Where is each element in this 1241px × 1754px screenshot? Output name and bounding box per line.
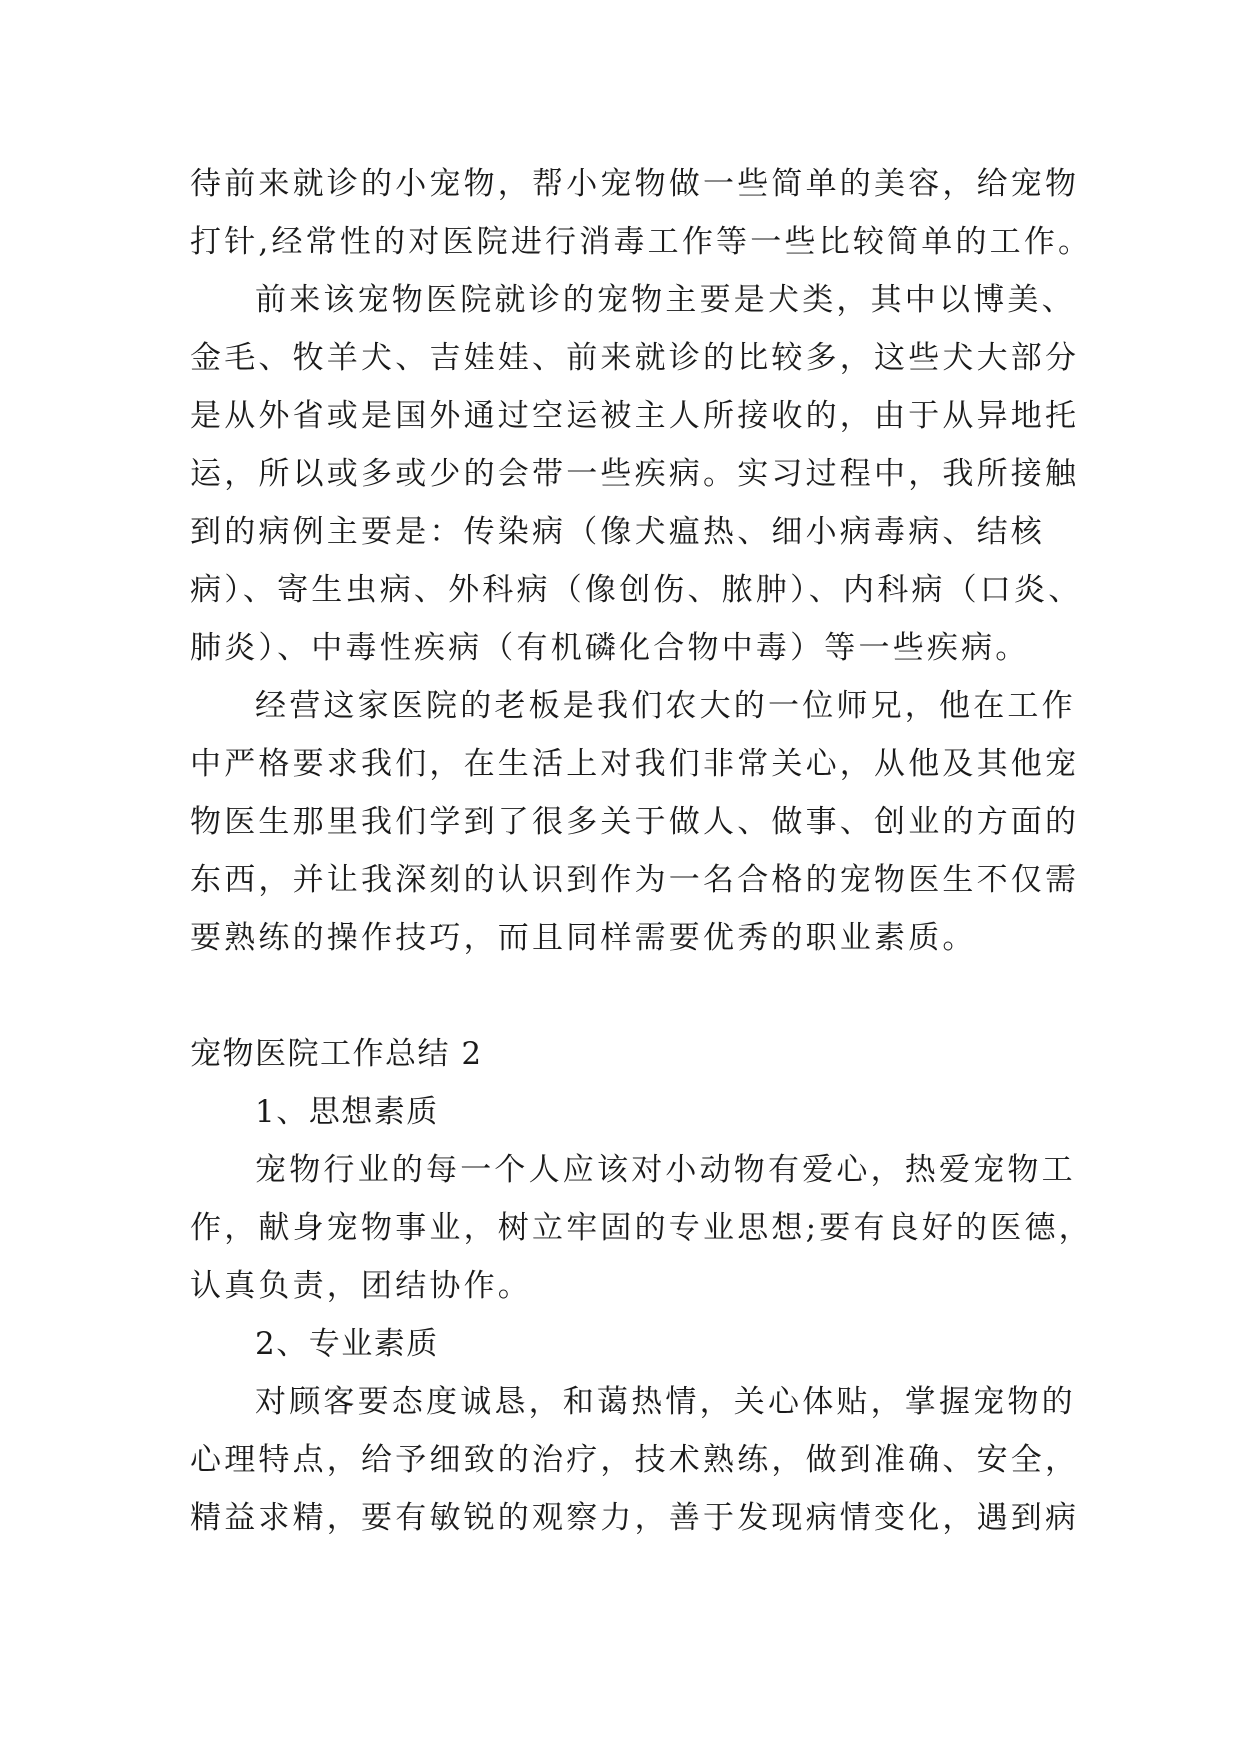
paragraph-line: 对顾客要态度诚恳，和蔼热情，关心体贴，掌握宠物的 [255,1384,1076,1420]
paragraph-line: 精益求精，要有敏锐的观察力，善于发现病情变化，遇到病 [190,1500,1080,1536]
paragraph-line: 心理特点，给予细致的治疗，技术熟练，做到准确、安全， [190,1442,1080,1478]
paragraph-line: 认真负责，团结协作。 [190,1268,532,1304]
paragraph-line: 肺炎）、中毒性疾病（有机磷化合物中毒）等一些疾病。 [190,630,1030,666]
paragraph-line: 运，所以或多或少的会带一些疾病。实习过程中，我所接触 [190,456,1080,492]
section-title: 宠物医院工作总结 2 [190,1036,483,1072]
paragraph-line: 待前来就诊的小宠物，帮小宠物做一些简单的美容，给宠物 [190,166,1080,202]
item-heading: 2、专业素质 [255,1326,439,1362]
paragraph-line: 是从外省或是国外通过空运被主人所接收的，由于从异地托 [190,398,1080,434]
paragraph-line: 病）、寄生虫病、外科病（像创伤、脓肿）、内科病（口炎、 [190,572,1083,608]
paragraph-line: 打针,经常性的对医院进行消毒工作等一些比较简单的工作。 [190,224,1093,260]
paragraph-line: 到的病例主要是：传染病（像犬瘟热、细小病毒病、结核 [190,514,1045,550]
paragraph-line: 要熟练的操作技巧，而且同样需要优秀的职业素质。 [190,920,977,956]
paragraph-line: 金毛、牧羊犬、吉娃娃、前来就诊的比较多，这些犬大部分 [190,340,1080,376]
item-heading: 1、思想素质 [255,1094,439,1130]
paragraph-line: 作，献身宠物事业，树立牢固的专业思想;要有良好的医德， [190,1210,1093,1246]
paragraph-line: 宠物行业的每一个人应该对小动物有爱心，热爱宠物工 [255,1152,1076,1188]
paragraph-line: 东西，并让我深刻的认识到作为一名合格的宠物医生不仅需 [190,862,1080,898]
paragraph-line: 物医生那里我们学到了很多关于做人、做事、创业的方面的 [190,804,1080,840]
paragraph-line: 前来该宠物医院就诊的宠物主要是犬类，其中以博美、 [255,282,1076,318]
paragraph-line: 经营这家医院的老板是我们农大的一位师兄，他在工作 [255,688,1076,724]
paragraph-line: 中严格要求我们，在生活上对我们非常关心，从他及其他宠 [190,746,1080,782]
